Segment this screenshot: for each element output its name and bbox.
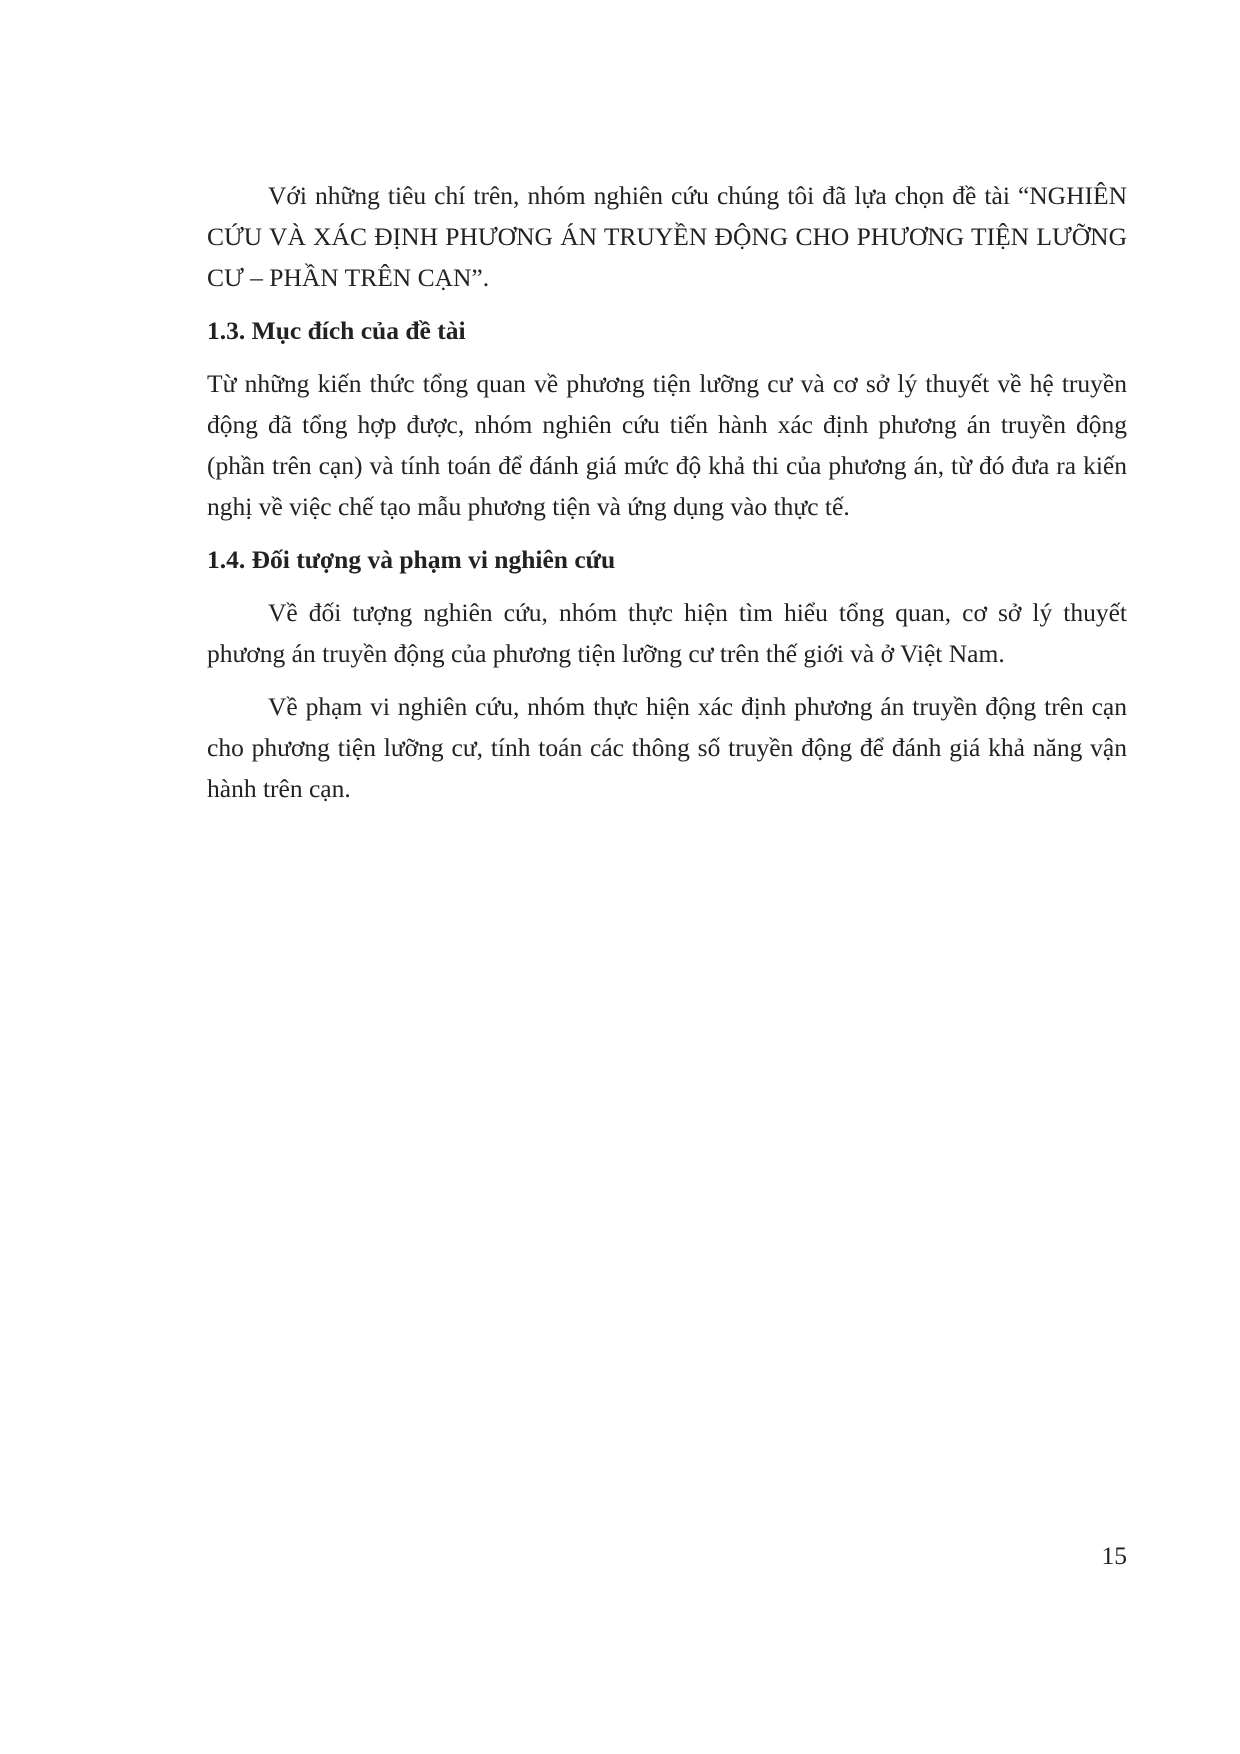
document-page xyxy=(207,175,1127,821)
section-1-3-paragraph: Từ những kiến thức tổng quan về phương tiện lưỡng cư và cơ sở lý thuyết về hệ truyền động đã tổng hợp được, nhóm nghiên cứu tiến hành xác định phương án truyền động (phần trên cạn) và tính toán để đánh giá mức độ khả thi của phương án, từ đó đưa ra kiến nghị về việc chế tạo mẫu phương tiện và ứng dụng vào thực tế. xyxy=(207,369,1127,521)
section-1-4-paragraph-1: Về đối tượng nghiên cứu, nhóm thực hiện tìm hiểu tổng quan, cơ sở lý thuyết phương án truyền động của phương tiện lưỡng cư trên thế giới và ở Việt Nam. xyxy=(207,598,1127,668)
page-number: 15 xyxy=(1101,1541,1127,1570)
section-1-4-paragraph-2: Về phạm vi nghiên cứu, nhóm thực hiện xác định phương án truyền động trên cạn cho phương tiện lưỡng cư, tính toán các thông số truyền động để đánh giá khả năng vận hành trên cạn. xyxy=(207,692,1127,803)
section-heading-1-3: 1.3. Mục đích của đề tài xyxy=(207,316,466,345)
intro-paragraph: Với những tiêu chí trên, nhóm nghiên cứu chúng tôi đã lựa chọn đề tài “NGHIÊN CỨU VÀ XÁC ĐỊNH PHƯƠNG ÁN TRUYỀN ĐỘNG CHO PHƯƠNG TIỆN LƯỠNG CƯ – PHẦN TRÊN CẠN”. xyxy=(207,181,1127,292)
section-heading-1-4: 1.4. Đối tượng và phạm vi nghiên cứu xyxy=(207,545,616,574)
